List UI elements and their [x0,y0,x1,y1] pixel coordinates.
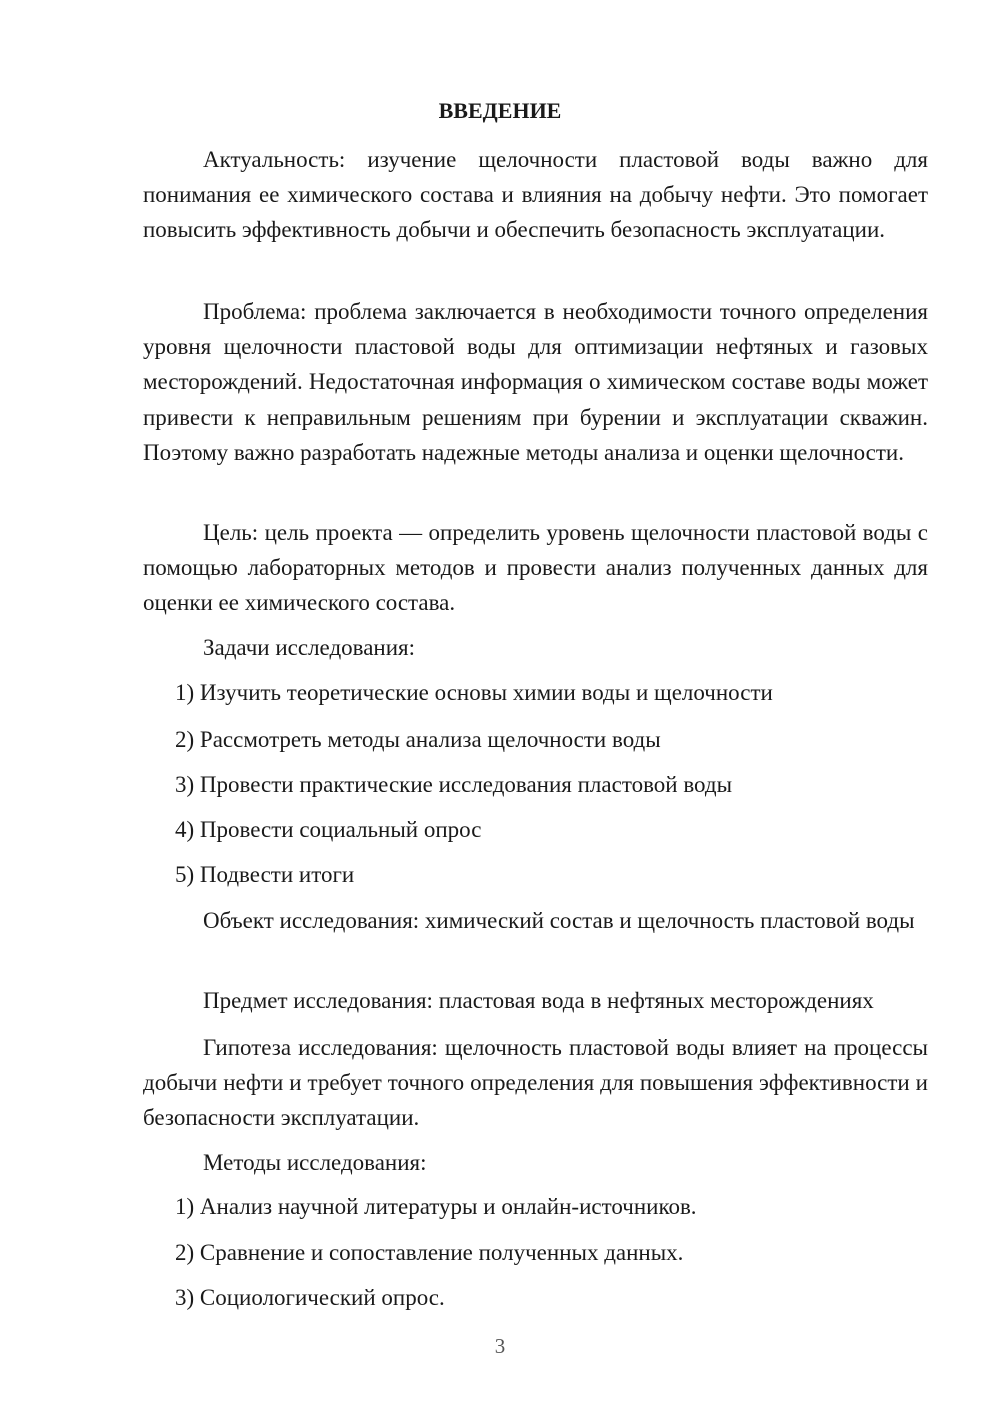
method-item: 3) Социологический опрос. [175,1285,445,1310]
relevance-paragraph: Актуальность: изучение щелочности пластовой воды важно для понимания ее химического состава и влияния на добычу нефти. Это помогает повысить эффективность добычи и обеспечить безопасность эксплуатации. [143,147,928,243]
subject-line: Предмет исследования: пластовая вода в нефтяных месторождениях [203,988,874,1013]
tasks-heading: Задачи исследования: [203,635,416,660]
method-item: 1) Анализ научной литературы и онлайн-источников. [175,1194,697,1219]
page-title: ВВЕДЕНИЕ [438,98,562,123]
method-item: 2) Сравнение и сопоставление полученных данных. [175,1240,684,1265]
task-item: 4) Провести социальный опрос [175,817,482,842]
page-number: 3 [494,1334,506,1358]
goal-paragraph: Цель: цель проекта — определить уровень щелочности пластовой воды с помощью лабораторных методов и провести анализ полученных данных для оценки ее химического состава. [143,520,928,616]
methods-heading: Методы исследования: [203,1150,427,1175]
problem-paragraph: Проблема: проблема заключается в необходимости точного определения уровня щелочности пластовой воды для оптимизации нефтяных и газовых месторождений. Недостаточная информация о химическом составе воды может привести к неправильным решениям при бурении и эксплуатации скважин. Поэтому важно разработать надежные методы анализа и оценки щелочности. [143,299,928,465]
task-item: 5) Подвести итоги [175,862,355,887]
hypothesis-paragraph: Гипотеза исследования: щелочность пластовой воды влияет на процессы добычи нефти и требует точного определения для повышения эффективности и безопасности эксплуатации. [143,1035,928,1131]
task-item: 2) Рассмотреть методы анализа щелочности воды [175,727,661,752]
task-item: 3) Провести практические исследования пластовой воды [175,772,733,797]
task-item: 1) Изучить теоретические основы химии воды и щелочности [175,680,773,705]
object-paragraph: Объект исследования: химический состав и щелочность пластовой воды [203,908,915,933]
